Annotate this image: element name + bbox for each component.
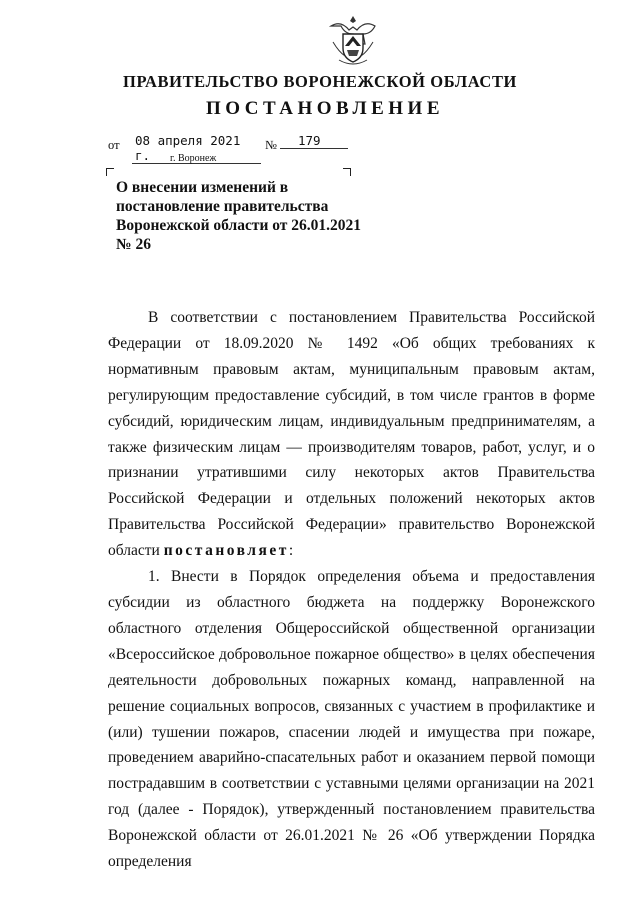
document-date: 08 апреля 2021 г. [132, 133, 261, 164]
resolves-word: постановляет [163, 542, 289, 560]
preamble-text: В соответствии с постановлением Правительства Российской Федерации от 18.09.2020 № 1492 «Об общих требованиях к нормативным правовым актам, муниципальным правовым актам, регулирующим предоставление субсидий, в том числе грантов в форме субсидий, юридическим лицам, индивидуальным предпринимателям, а также физическим лицам — производителям товаров, работ, услуг, и о признании утратившими силу некоторых актов Правительства Российской Федерации и отдельных положений некоторых актов Правительства Российской Федерации» правительство Воронежской области [108, 309, 595, 560]
subject-corner-right [343, 168, 351, 176]
coat-of-arms-icon [325, 12, 381, 68]
number-prefix: № [265, 138, 277, 152]
resolves-colon: : [288, 542, 294, 560]
organization-name: ПРАВИТЕЛЬСТВО ВОРОНЕЖСКОЙ ОБЛАСТИ [123, 72, 517, 91]
document-subject: О внесении изменений в постановление правительства Воронежской области от 26.01.2021 № 26 [116, 179, 362, 253]
voronezh-coat-of-arms-icon [325, 12, 381, 68]
document-type: ПОСТАНОВЛЕНИЕ [205, 98, 445, 119]
document-body [108, 305, 595, 875]
preamble-paragraph [108, 305, 595, 564]
clause-1-paragraph: 1. Внести в Порядок определения объема и предоставления субсидии из областного бюджета на поддержку Воронежского областного отделения Общероссийской общественной организации «Всероссийское добровольное пожарное общество» в целях обеспечения деятельности добровольных пожарных команд, направленной на решение социальных вопросов, связанных с участием в профилактике и (или) тушении пожаров, спасении людей и имущества при пожаре, проведением аварийно-спасательных работ и оказанием первой помощи пострадавшим в соответствии с уставными целями организации на 2021 год (далее - Порядок), утвержденный постановлением правительства Воронежской области от 26.01.2021 № 26 «Об утверждении Порядка определения [108, 568, 595, 871]
date-prefix: от [108, 138, 120, 152]
document-city: г. Воронеж [170, 153, 217, 164]
subject-corner-left [106, 168, 114, 176]
document-number: 179 [280, 133, 348, 149]
